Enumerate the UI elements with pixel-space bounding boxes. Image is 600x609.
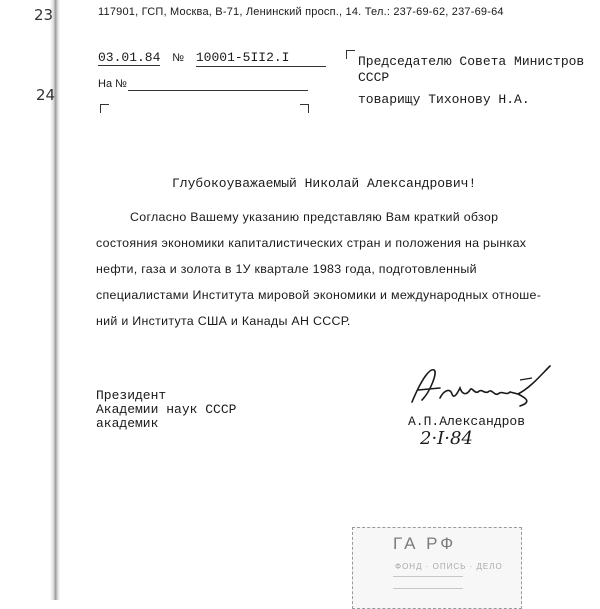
corner-mark-addressee [346, 50, 355, 59]
addressee-line-2: СССР [358, 70, 390, 85]
registration-date: 03.01.84 [98, 50, 161, 65]
signatory-title-line: академик [96, 416, 159, 431]
corner-mark-right [300, 104, 309, 113]
body-line: Согласно Вашему указанию представляю Вам краткий обзор [130, 210, 499, 224]
body-line: нефти, газа и золота в 1У квартале 1983 года, подготовленный [96, 262, 477, 276]
body-line: состояния экономики капиталистических стран и положения на рынках [96, 236, 527, 250]
number-sign: № [172, 52, 185, 64]
addressee-block [358, 54, 584, 108]
registration-date-number [98, 50, 326, 67]
letterhead-address: 117901, ГСП, Москва, В-71, Ленинский просп., 14. Тел.: 237-69-62, 237-69-64 [98, 6, 504, 18]
addressee-line-1: Председателю Совета Министров [358, 54, 585, 69]
signatory-title [96, 389, 236, 431]
reference-number-field [98, 78, 127, 90]
handwritten-date: 2·I·84 [420, 428, 473, 449]
registration-number: 10001-5II2.I [196, 50, 326, 67]
handwritten-signature [400, 358, 570, 414]
reference-label: На № [98, 78, 127, 90]
archive-stamp-subtitle: ФОНД · ОПИСЬ · ДЕЛО [395, 562, 503, 571]
signatory-name: А.П.Александров [408, 414, 526, 429]
addressee-line-3: товарищу Тихонову Н.А. [358, 92, 530, 107]
margin-page-number-top: 23 [34, 6, 54, 24]
signatory-title-line: Президент [96, 388, 167, 403]
margin-page-number-mid: 24 [36, 86, 56, 104]
archive-stamp-line [393, 588, 463, 589]
archive-stamp-line [393, 576, 463, 577]
letter-body [96, 204, 541, 334]
body-line: ний и Института США и Канады АН СССР. [96, 314, 351, 328]
body-line: специалистами Института мировой экономики и международных отноше- [96, 288, 542, 302]
archive-stamp-title: ГА РФ [393, 534, 457, 553]
salutation: Глубокоуважаемый Николай Александрович! [172, 176, 477, 191]
archive-stamp [352, 527, 522, 609]
reference-blank-line [128, 90, 308, 91]
corner-mark-left [100, 104, 109, 113]
signatory-title-line: Академии наук СССР [96, 402, 237, 417]
